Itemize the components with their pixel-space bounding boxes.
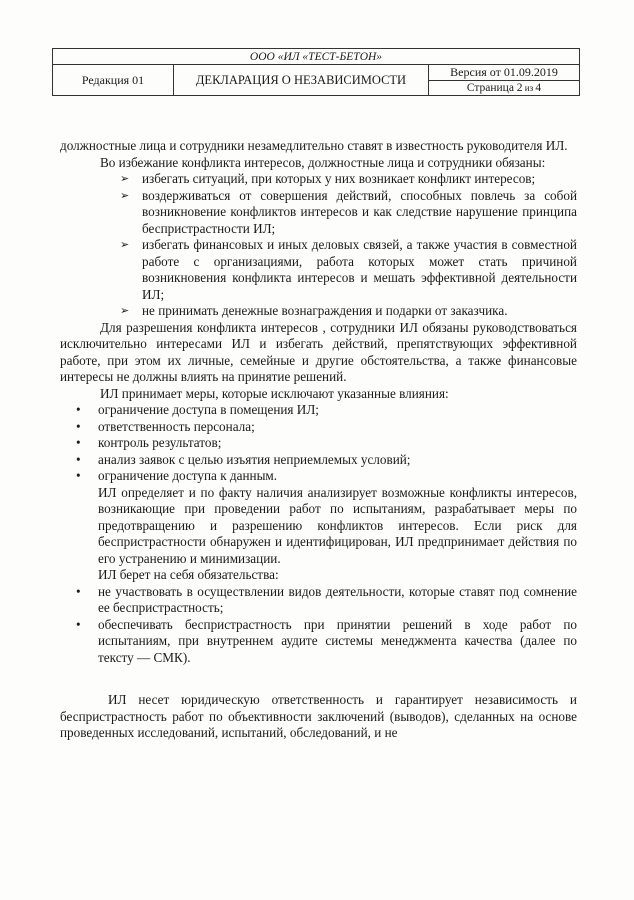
list-item: • анализ заявок с целью изъятия неприемлемых условий; [76, 451, 411, 467]
page-number [429, 81, 580, 96]
list-item: ➢ избегать ситуаций, при которых у них возникает конфликт интересов; [120, 171, 536, 186]
list-item: • ограничение доступа в помещения ИЛ; [76, 402, 319, 417]
paragraph: ИЛ принимает меры, которые исключают указанные влияния: [100, 385, 449, 401]
bullet-icon: • [76, 402, 81, 417]
list-item: • не участвовать в осуществлении видов деятельности, которые ставят под сомнение ее беспристрастность; [76, 583, 577, 615]
document-body [60, 138, 577, 742]
bullet-icon: • [76, 418, 81, 434]
page-of: из [522, 83, 536, 93]
bullet-icon: • [76, 451, 81, 467]
list-item: ➢ воздерживаться от совершения действий, способных повлечь за собой возникновение конфликтов интересов и как следствие нарушение принципа беспристрастности ИЛ; [120, 187, 577, 236]
arrow-bullet-icon: ➢ [120, 305, 130, 317]
paragraph: ИЛ определяет и по факту наличия анализирует возможные конфликты интересов, возникающие при проведении работ по испытаниям, разрабатывает меры по предотвращению и разрешению конфликтов интересов. Если риск для беспристрастности обнаружен и идентифицирован, ИЛ предпринимает действия по его устранению и минимизации. [98, 484, 577, 566]
list-item: • ответственность персонала; [76, 418, 255, 434]
arrow-list [60, 171, 577, 320]
edition-label: Редакция 01 [53, 65, 174, 96]
arrow-bullet-icon: ➢ [120, 239, 130, 251]
arrow-bullet-icon: ➢ [120, 173, 130, 185]
page-current: 2 [516, 82, 523, 94]
paragraph: должностные лица и сотрудники незамедлительно ставят в известность руководителя ИЛ. [60, 138, 568, 153]
version-date: Версия от 01.09.2019 [429, 65, 580, 81]
bullet-icon: • [76, 583, 81, 599]
bullet-list [60, 402, 577, 485]
bullet-list [60, 584, 577, 667]
paragraph: Во избежание конфликта интересов, должностные лица и сотрудники обязаны: [100, 154, 546, 170]
paragraph: ИЛ несет юридическую ответственность и гарантирует независимость и беспристрастность работ по объективности заключений (выводов), сделанных на основе проведенных исследований, испытаний, обследований, и не [60, 692, 577, 740]
list-item: • ограничение доступа к данным. [76, 468, 278, 483]
page-total: 4 [535, 82, 542, 94]
spacer [60, 666, 577, 692]
list-item: ➢ избегать финансовых и иных деловых связей, а также участия в совместной работе с организациями, работа которых может стать причиной возникновения конфликта интересов и мешать эффективной деятельности ИЛ; [120, 237, 577, 302]
document-title: ДЕКЛАРАЦИЯ О НЕЗАВИСИМОСТИ [174, 65, 429, 96]
document-header [52, 48, 580, 96]
list-item: • обеспечивать беспристрастность при принятии решений в ходе работ по испытаниям, при внутреннем аудите системы менеджмента качества (далее по тексту — СМК). [76, 616, 577, 665]
paragraph: Для разрешения конфликта интересов , сотрудники ИЛ обязаны руководствоваться исключительно интересами ИЛ и избегать действий, препятствующих эффективной работе, при этом их личные, семейные и другие обстоятельства, а также финансовые интересы не должны влиять на принятие решений. [60, 319, 577, 384]
page-label: Страница [466, 82, 517, 94]
company-name: ООО «ИЛ «ТЕСТ-БЕТОН» [53, 49, 580, 65]
bullet-icon: • [76, 616, 81, 632]
bullet-icon: • [76, 435, 81, 450]
paragraph: ИЛ берет на себя обязательства: [98, 567, 279, 582]
bullet-icon: • [76, 468, 81, 483]
list-item: ➢ не принимать денежные вознаграждения и подарки от заказчика. [120, 303, 508, 318]
list-item: • контроль результатов; [76, 435, 222, 450]
arrow-bullet-icon: ➢ [120, 189, 130, 202]
